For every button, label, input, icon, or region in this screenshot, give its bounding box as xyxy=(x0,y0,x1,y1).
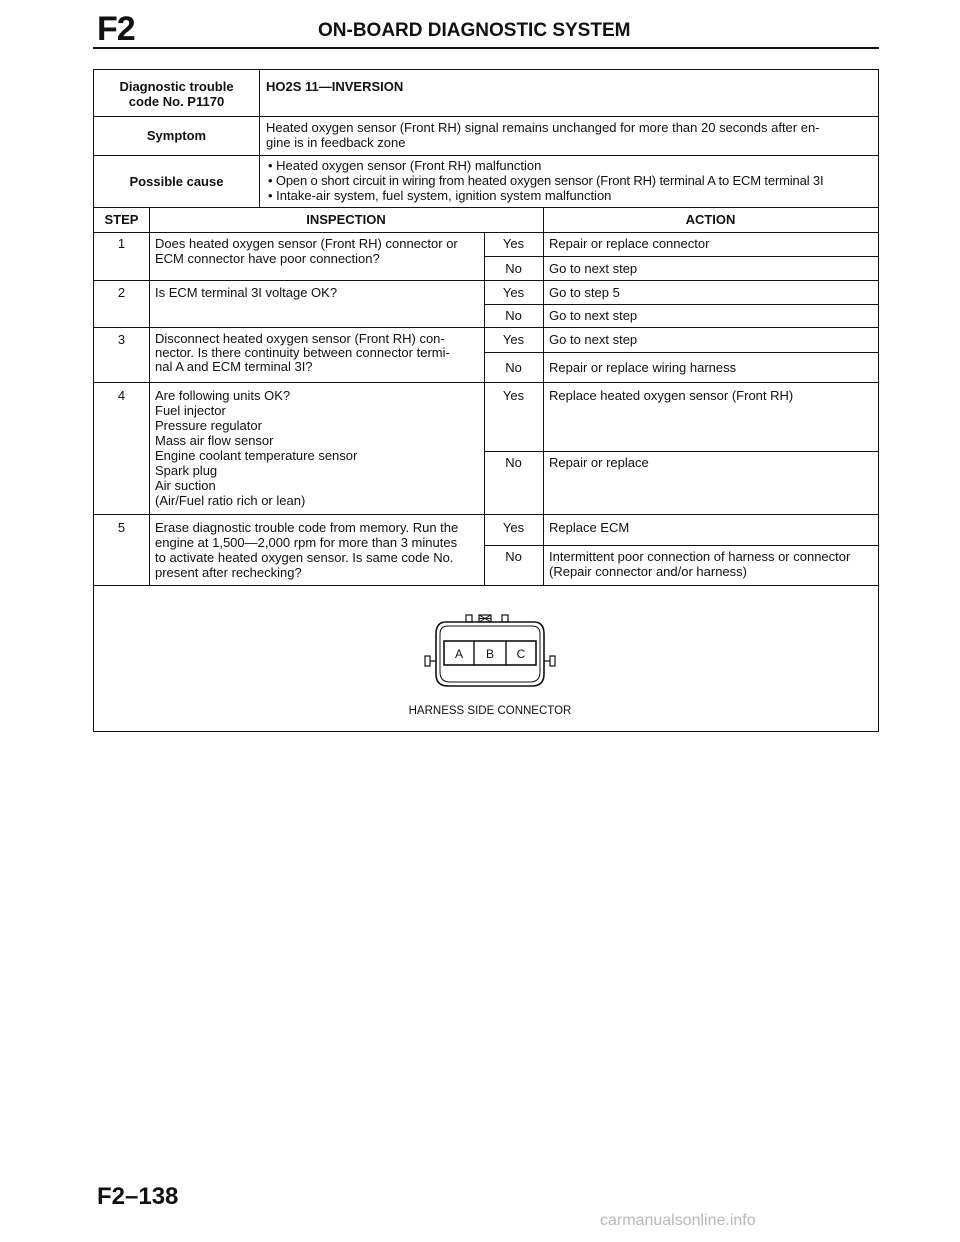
no-label: No xyxy=(505,261,522,276)
possible-cause-label: Possible cause xyxy=(129,174,224,189)
inspection-text: Does heated oxygen sensor (Front RH) connector or ECM connector have poor connection? xyxy=(155,236,458,266)
dtc-value: HO2S 11—INVERSION xyxy=(266,79,404,94)
rule xyxy=(94,514,878,515)
possible-cause-item: • Intake-air system, fuel system, ignition system malfunction xyxy=(268,188,876,203)
terminal-label: A xyxy=(454,647,464,661)
inspection-text: Are following units OK? Fuel injector Pressure regulator Mass air flow sensor Engine coolant temperature sensor Spark plug Air suction (Air/Fuel ratio rich or lean) xyxy=(155,388,358,508)
no-label: No xyxy=(505,549,522,564)
yes-label: Yes xyxy=(502,520,525,535)
possible-cause-item: • Open o short circuit in wiring from heated oxygen sensor (Front RH) terminal A to ECM terminal 3I xyxy=(268,173,876,188)
action-text: Repair or replace connector xyxy=(549,236,710,251)
side-clip xyxy=(425,656,430,666)
rule xyxy=(149,207,150,585)
connector-caption: HARNESS SIDE CONNECTOR xyxy=(408,705,572,717)
action-text: Intermittent poor connection of harness or connector (Repair connector and/or harness) xyxy=(549,549,851,579)
header-rule xyxy=(93,47,879,49)
inspection-header: INSPECTION xyxy=(306,212,386,227)
no-label: No xyxy=(505,308,522,323)
no-label: No xyxy=(505,360,522,375)
action-text: Repair or replace wiring harness xyxy=(549,360,737,375)
yes-label: Yes xyxy=(502,236,525,251)
action-text: Repair or replace xyxy=(549,455,649,470)
rule xyxy=(94,116,878,117)
rule xyxy=(94,280,878,281)
rule xyxy=(94,232,878,233)
action-text: Go to next step xyxy=(549,332,638,347)
symptom-label: Symptom xyxy=(146,128,207,143)
terminal-label: C xyxy=(516,647,526,661)
step-number: 4 xyxy=(117,388,126,403)
page-number: F2–138 xyxy=(97,1183,179,1210)
action-text: Replace ECM xyxy=(549,520,630,535)
rule xyxy=(94,327,878,328)
yes-label: Yes xyxy=(502,388,525,403)
action-text: Go to step 5 xyxy=(549,285,620,300)
step-number: 3 xyxy=(117,332,126,347)
yes-label: Yes xyxy=(502,285,525,300)
rule xyxy=(94,207,878,208)
action-text: Replace heated oxygen sensor (Front RH) xyxy=(549,388,794,403)
inspection-text: Disconnect heated oxygen sensor (Front RH) con- nector. Is there continuity between connector termi- nal A and ECM terminal 3I? xyxy=(155,331,450,374)
step-header: STEP xyxy=(104,212,139,227)
no-label: No xyxy=(505,455,522,470)
step-number: 1 xyxy=(117,236,126,251)
inspection-text: Is ECM terminal 3I voltage OK? xyxy=(155,285,338,300)
rule xyxy=(543,207,544,585)
step-number: 5 xyxy=(117,520,126,535)
harness-connector-diagram xyxy=(420,612,560,692)
inspection-text: Erase diagnostic trouble code from memory. Run the engine at 1,500—2,000 rpm for more than 3 minutes to activate heated oxygen sensor. Is same code No. present after rechecking? xyxy=(155,520,459,580)
dtc-label: Diagnostic trouble code No. P1170 xyxy=(119,79,234,109)
rule xyxy=(94,382,878,383)
side-clip xyxy=(550,656,555,666)
yes-label: Yes xyxy=(502,332,525,347)
action-text: Go to next step xyxy=(549,308,638,323)
rule xyxy=(94,155,878,156)
lock-tab xyxy=(466,615,472,622)
action-header: ACTION xyxy=(685,212,736,227)
rule xyxy=(259,70,260,207)
rule xyxy=(94,585,878,586)
possible-cause-item: • Heated oxygen sensor (Front RH) malfunction xyxy=(268,158,876,173)
terminal-label: B xyxy=(485,647,495,661)
section-code: F2 xyxy=(97,10,135,48)
watermark: carmanualsonline.info xyxy=(600,1212,756,1229)
action-text: Go to next step xyxy=(549,261,638,276)
page-title: ON-BOARD DIAGNOSTIC SYSTEM xyxy=(318,20,631,41)
step-number: 2 xyxy=(117,285,126,300)
lock-tab xyxy=(502,615,508,622)
symptom-value: Heated oxygen sensor (Front RH) signal remains unchanged for more than 20 seconds after en- gine is in feedback zone xyxy=(266,120,820,150)
